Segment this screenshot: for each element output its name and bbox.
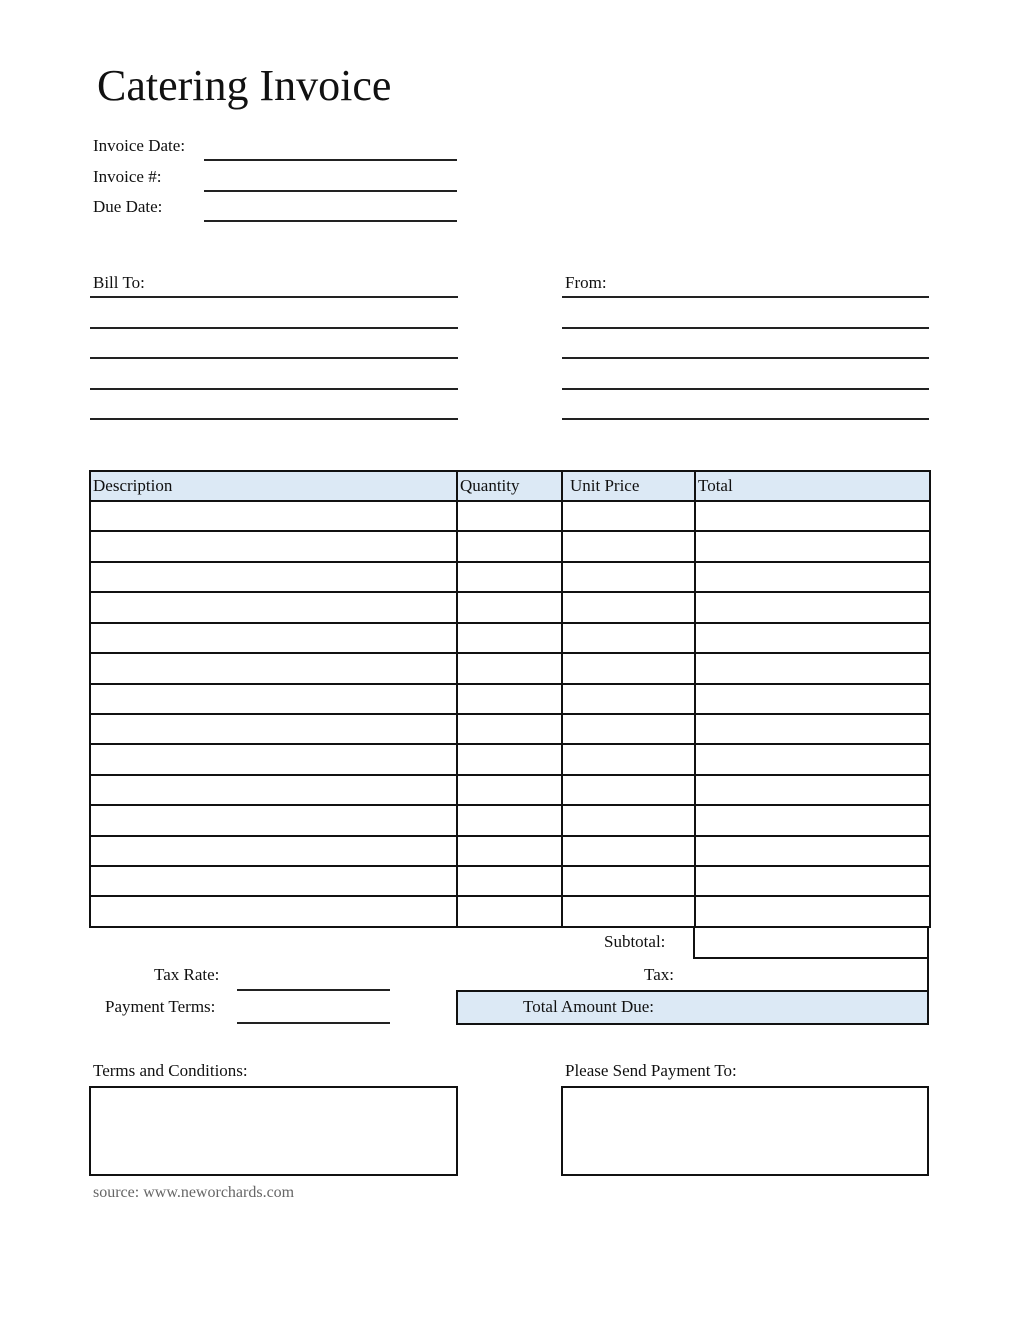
invoice-date-label: Invoice Date: — [93, 136, 186, 155]
bill-to-line[interactable] — [90, 296, 458, 298]
table-row — [90, 653, 930, 683]
invoice-number-label: Invoice #: — [93, 167, 162, 186]
table-row — [90, 592, 930, 622]
description-cell[interactable] — [90, 714, 457, 744]
tax-field-border — [927, 958, 929, 992]
source-text: source: www.neworchards.com — [93, 1184, 295, 1201]
send-payment-box[interactable] — [561, 1086, 929, 1176]
items-table — [89, 470, 931, 928]
description-cell[interactable] — [90, 592, 457, 622]
quantity-cell[interactable] — [457, 714, 562, 744]
total-cell[interactable] — [695, 531, 930, 561]
table-row — [90, 744, 930, 774]
table-row — [90, 501, 930, 531]
table-row — [90, 714, 930, 744]
unit-price-cell[interactable] — [562, 744, 695, 774]
unit-price-cell[interactable] — [562, 836, 695, 866]
page-title: Catering Invoice — [97, 61, 392, 110]
description-cell[interactable] — [90, 501, 457, 531]
payment-terms-field[interactable] — [237, 1022, 390, 1024]
quantity-cell[interactable] — [457, 592, 562, 622]
total-cell[interactable] — [695, 896, 930, 927]
quantity-cell[interactable] — [457, 775, 562, 805]
table-row — [90, 562, 930, 592]
bill-to-label: Bill To: — [93, 273, 145, 292]
total-cell[interactable] — [695, 623, 930, 653]
quantity-cell[interactable] — [457, 501, 562, 531]
total-cell[interactable] — [695, 592, 930, 622]
from-line[interactable] — [562, 296, 929, 298]
subtotal-label: Subtotal: — [604, 932, 666, 951]
total-cell[interactable] — [695, 744, 930, 774]
unit-price-cell[interactable] — [562, 896, 695, 927]
quantity-cell[interactable] — [457, 805, 562, 835]
due-date-field[interactable] — [204, 220, 457, 222]
column-header-unit-price: Unit Price — [562, 471, 695, 501]
from-label: From: — [565, 273, 607, 292]
invoice-number-field[interactable] — [204, 190, 457, 192]
description-cell[interactable] — [90, 531, 457, 561]
table-row — [90, 684, 930, 714]
quantity-cell[interactable] — [457, 653, 562, 683]
description-cell[interactable] — [90, 896, 457, 927]
terms-label: Terms and Conditions: — [93, 1061, 248, 1080]
tax-rate-field[interactable] — [237, 989, 390, 991]
table-row — [90, 866, 930, 896]
unit-price-cell[interactable] — [562, 866, 695, 896]
quantity-cell[interactable] — [457, 836, 562, 866]
total-cell[interactable] — [695, 562, 930, 592]
total-cell[interactable] — [695, 805, 930, 835]
bill-to-line[interactable] — [90, 357, 458, 359]
tax-rate-label: Tax Rate: — [154, 965, 220, 984]
due-date-label: Due Date: — [93, 197, 163, 216]
quantity-cell[interactable] — [457, 744, 562, 774]
payment-terms-label: Payment Terms: — [105, 997, 216, 1016]
unit-price-cell[interactable] — [562, 592, 695, 622]
unit-price-cell[interactable] — [562, 805, 695, 835]
total-cell[interactable] — [695, 836, 930, 866]
total-cell[interactable] — [695, 775, 930, 805]
total-cell[interactable] — [695, 501, 930, 531]
from-line[interactable] — [562, 327, 929, 329]
unit-price-cell[interactable] — [562, 653, 695, 683]
quantity-cell[interactable] — [457, 531, 562, 561]
send-payment-label: Please Send Payment To: — [565, 1061, 737, 1080]
quantity-cell[interactable] — [457, 866, 562, 896]
description-cell[interactable] — [90, 623, 457, 653]
table-row — [90, 775, 930, 805]
from-line[interactable] — [562, 388, 929, 390]
bill-to-line[interactable] — [90, 418, 458, 420]
description-cell[interactable] — [90, 653, 457, 683]
column-header-total: Total — [695, 471, 930, 501]
description-cell[interactable] — [90, 775, 457, 805]
total-amount-due-label: Total Amount Due: — [523, 997, 655, 1016]
description-cell[interactable] — [90, 805, 457, 835]
description-cell[interactable] — [90, 836, 457, 866]
unit-price-cell[interactable] — [562, 623, 695, 653]
total-cell[interactable] — [695, 684, 930, 714]
description-cell[interactable] — [90, 866, 457, 896]
quantity-cell[interactable] — [457, 896, 562, 927]
quantity-cell[interactable] — [457, 623, 562, 653]
description-cell[interactable] — [90, 684, 457, 714]
unit-price-cell[interactable] — [562, 531, 695, 561]
terms-box[interactable] — [89, 1086, 458, 1176]
unit-price-cell[interactable] — [562, 501, 695, 531]
table-row — [90, 836, 930, 866]
subtotal-field[interactable] — [693, 927, 929, 959]
total-cell[interactable] — [695, 866, 930, 896]
column-header-description: Description — [90, 471, 457, 501]
total-cell[interactable] — [695, 714, 930, 744]
unit-price-cell[interactable] — [562, 775, 695, 805]
quantity-cell[interactable] — [457, 562, 562, 592]
from-line[interactable] — [562, 418, 929, 420]
description-cell[interactable] — [90, 562, 457, 592]
table-row — [90, 531, 930, 561]
table-row — [90, 805, 930, 835]
column-header-quantity: Quantity — [457, 471, 562, 501]
quantity-cell[interactable] — [457, 684, 562, 714]
description-cell[interactable] — [90, 744, 457, 774]
unit-price-cell[interactable] — [562, 714, 695, 744]
tax-label: Tax: — [644, 965, 674, 984]
table-row — [90, 896, 930, 927]
bill-to-line[interactable] — [90, 327, 458, 329]
table-row — [90, 623, 930, 653]
invoice-date-field[interactable] — [204, 159, 457, 161]
unit-price-cell[interactable] — [562, 562, 695, 592]
bill-to-line[interactable] — [90, 388, 458, 390]
total-cell[interactable] — [695, 653, 930, 683]
from-line[interactable] — [562, 357, 929, 359]
unit-price-cell[interactable] — [562, 684, 695, 714]
